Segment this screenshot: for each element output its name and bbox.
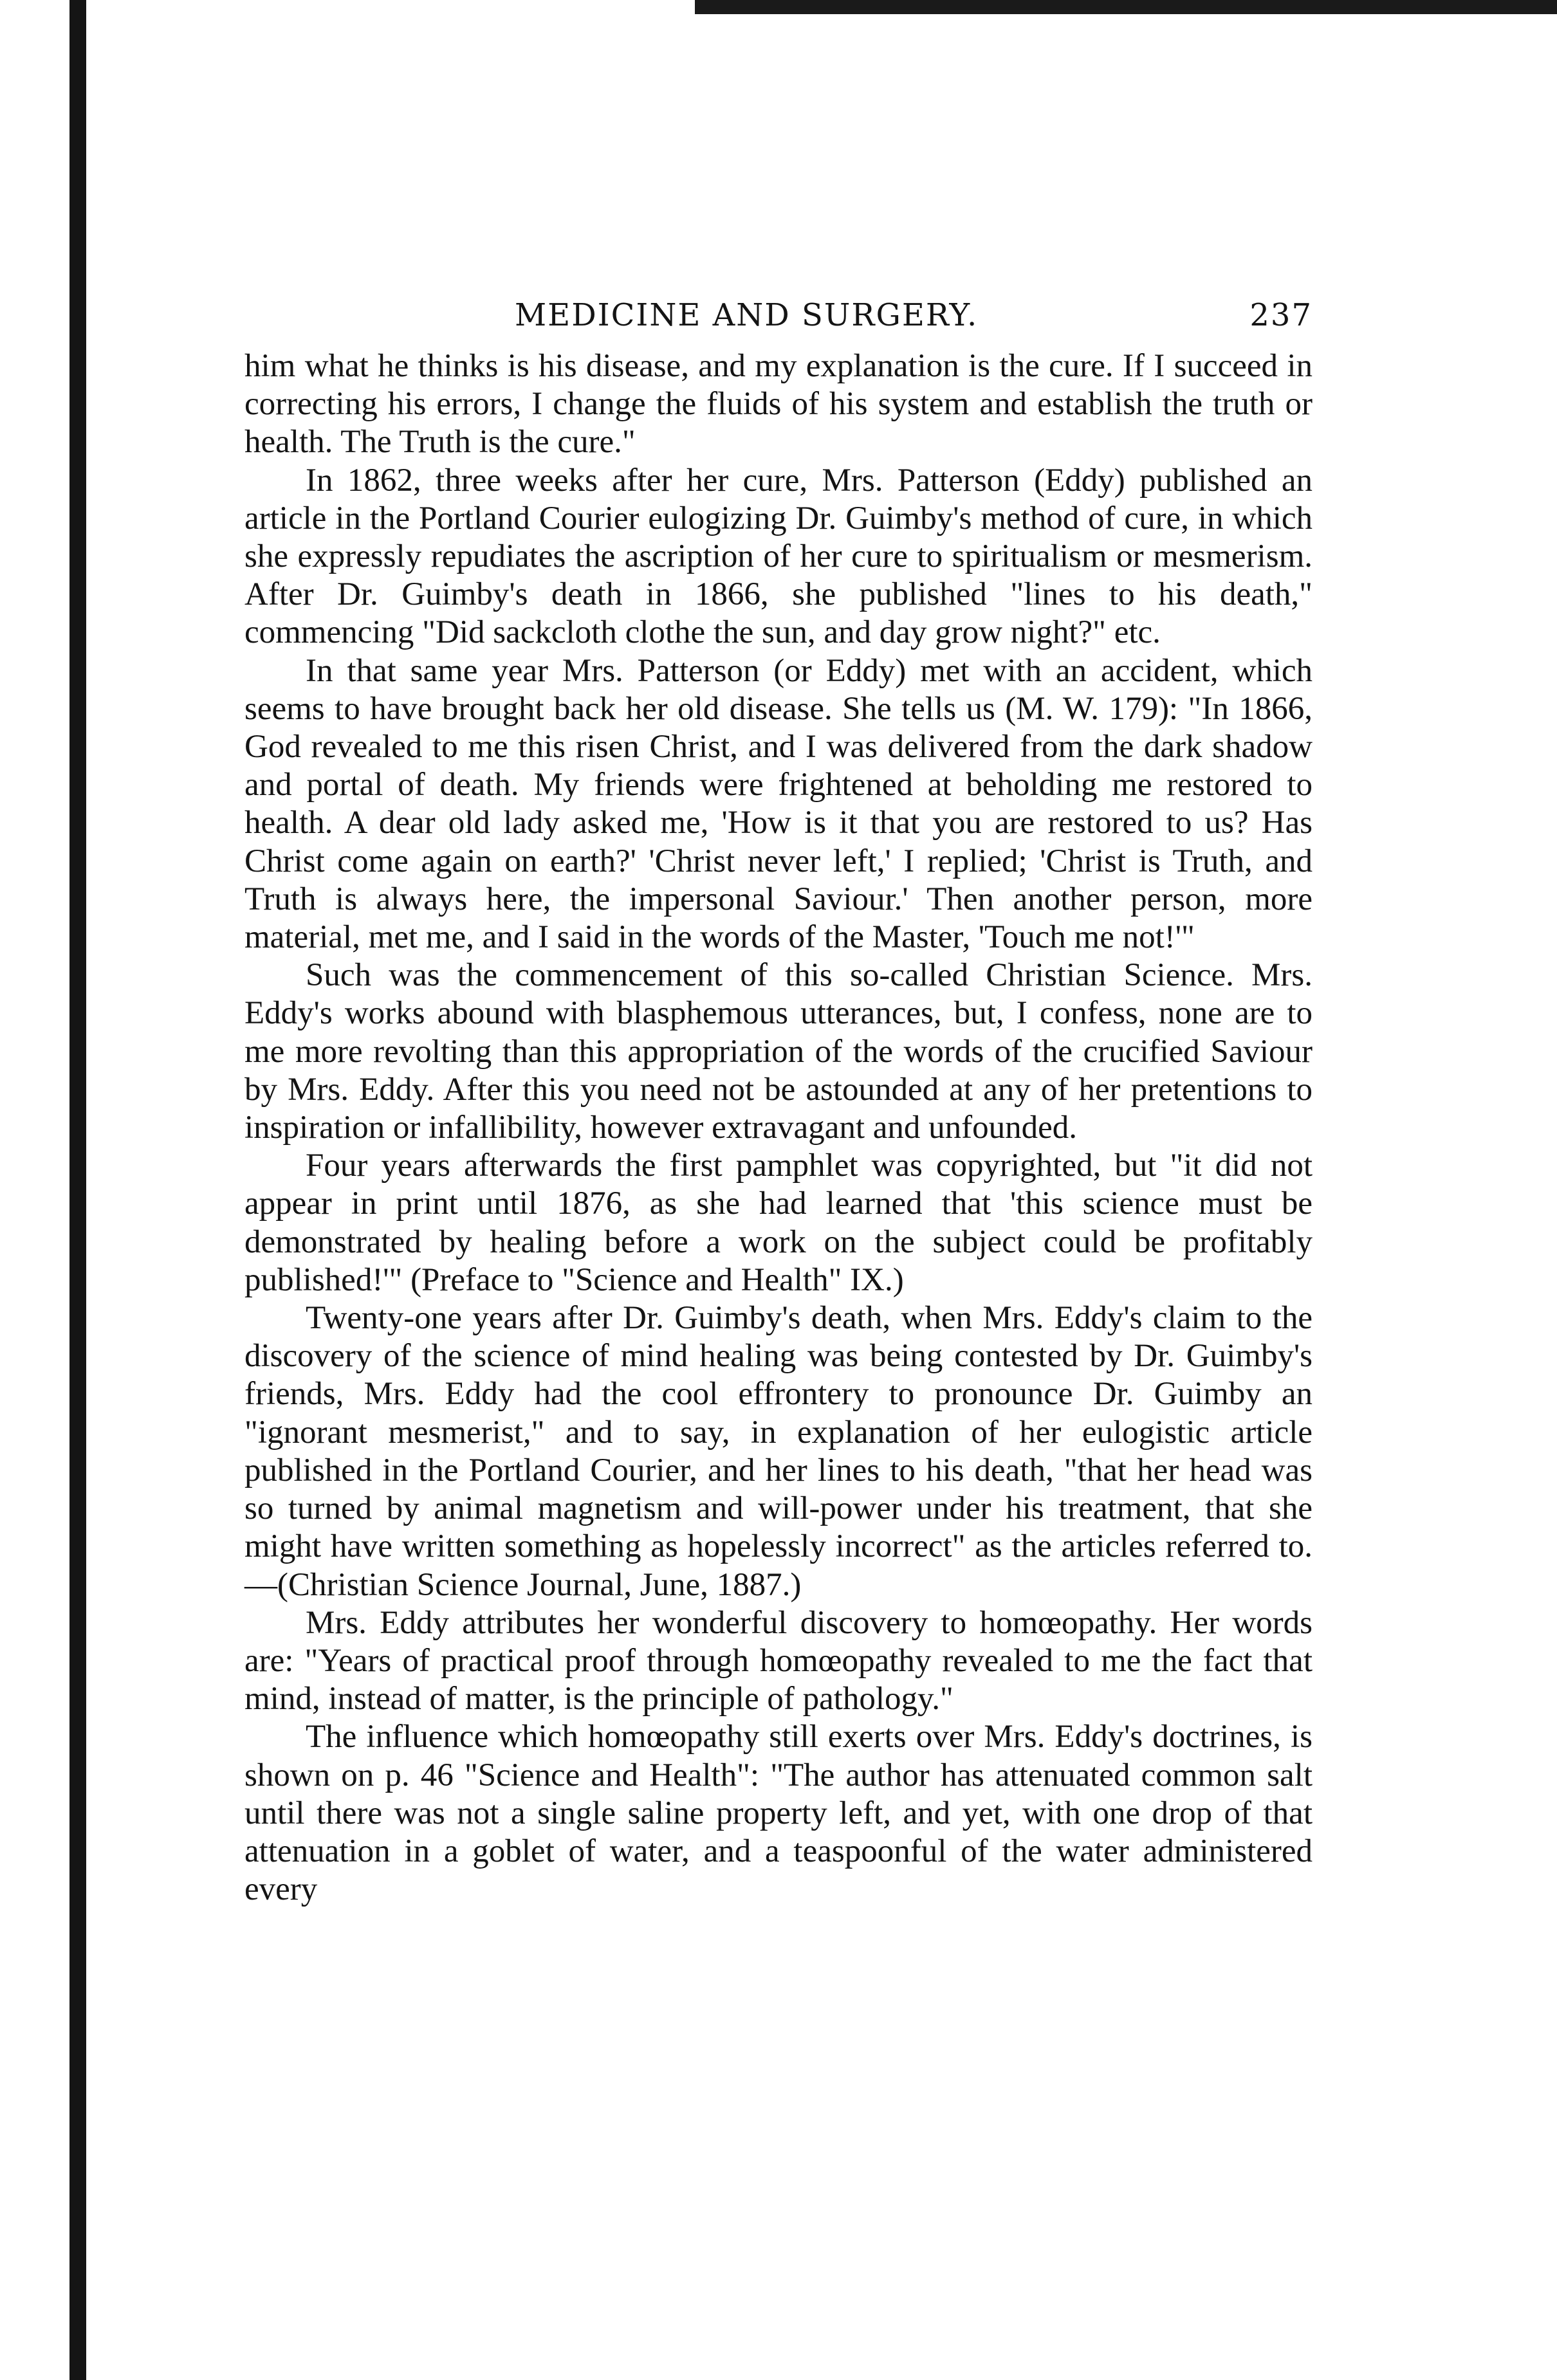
paragraph: The influence which homœopathy still exerts over Mrs. Eddy's doctrines, is shown on p. 46 "Science and Health": "The author has attenuated common salt until there was not a single saline property left, and yet, with one drop of that attenuation in a goblet of water, and a teaspoonful of the water administered every (244, 1719, 1313, 1908)
paragraph: In that same year Mrs. Patterson (or Eddy) met with an accident, which seems to have brought back her old disease. She tells us (M. W. 179): "In 1866, God revealed to me this risen Christ, and I was delivered from the dark shadow and portal of death. My friends were frightened at beholding me restored to health. A dear old lady asked me, 'How is it that you are restored to us? Has Christ come again on earth?' 'Christ never left,' I replied; 'Christ is Truth, and Truth is always here, the impersonal Saviour.' Then another person, more material, met me, and I said in the words of the Master, 'Touch me not!'" (244, 652, 1313, 956)
book-page (244, 289, 1313, 1909)
paragraph: Such was the commencement of this so-called Christian Science. Mrs. Eddy's works abound with blasphemous utterances, but, I confess, none are to me more revolting than this appropriation of the words of the crucified Saviour by Mrs. Eddy. After this you need not be astounded at any of her pretentions to inspiration or infallibility, however extravagant and unfounded. (244, 957, 1313, 1146)
paragraph: Twenty-one years after Dr. Guimby's death, when Mrs. Eddy's claim to the discovery of the science of mind healing was being contested by Dr. Guimby's friends, Mrs. Eddy had the cool effrontery to pronounce Dr. Guimby an "ignorant mesmerist," and to say, in explanation of her eulogistic article published in the Portland Courier, and her lines to his death, "that her head was so turned by animal magnetism and will-power under his treatment, that she might have written something as hopelessly incorrect" as the articles referred to.—(Christian Science Journal, June, 1887.) (244, 1300, 1313, 1603)
paragraph: Mrs. Eddy attributes her wonderful discovery to homœopathy. Her words are: "Years of practical proof through homœopathy revealed to me the fact that mind, instead of matter, is the principle of pathology." (244, 1604, 1313, 1717)
running-head (244, 289, 1313, 347)
paragraph: Four years afterwards the first pamphlet was copyrighted, but "it did not appear in print until 1876, as she had learned that 'this science must be demonstrated by healing before a work on the subject could be profitably published!'" (Preface to "Science and Health" IX.) (244, 1148, 1313, 1298)
paragraph: In 1862, three weeks after her cure, Mrs. Patterson (Eddy) published an article in the Portland Courier eulogizing Dr. Guimby's method of cure, in which she expressly repudiates the ascription of her cure to spiritualism or mesmerism. After Dr. Guimby's death in 1866, she published "lines to his death," commencing "Did sackcloth clothe the sun, and day grow night?" etc. (244, 462, 1313, 651)
body-text (244, 347, 1313, 1909)
scan-edge-shadow (69, 0, 86, 2380)
scan-top-edge (695, 0, 1557, 14)
running-title: MEDICINE AND SURGERY. (515, 297, 979, 333)
paragraph-continued: him what he thinks is his disease, and my explanation is the cure. If I succeed in correcting his errors, I change the fluids of his system and establish the truth or health. The Truth is the cure." (244, 348, 1313, 461)
page-number: 237 (1249, 297, 1313, 333)
